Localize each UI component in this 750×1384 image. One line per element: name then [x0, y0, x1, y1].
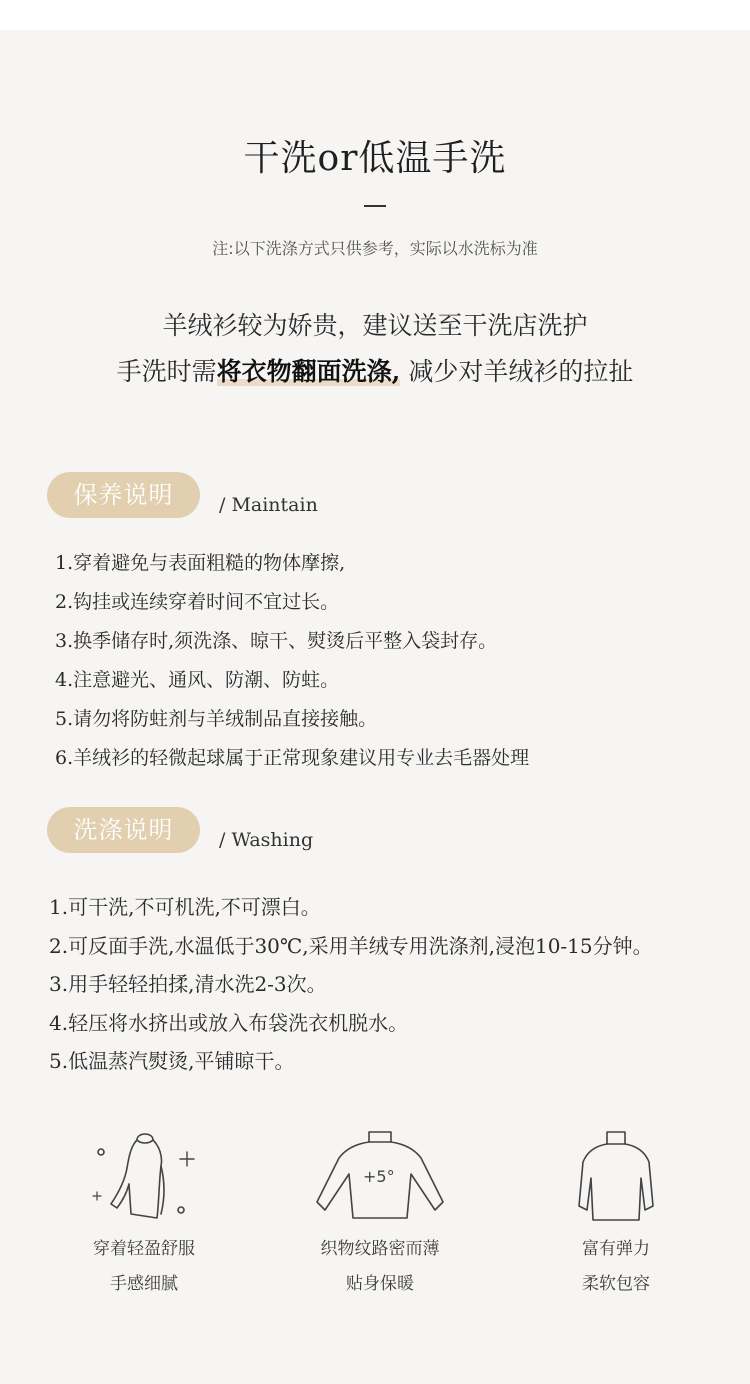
- list-item: 4.轻压将水挤出或放入布袋洗衣机脱水。: [49, 1010, 409, 1035]
- feature-line-2: 柔软包容: [582, 1274, 650, 1294]
- sweater-warm-icon: [305, 1122, 455, 1232]
- list-item: 5.低温蒸汽熨烫,平铺晾干。: [49, 1049, 295, 1073]
- list-item: 5.请勿将防蛀剂与羊绒制品直接接触。: [55, 708, 378, 730]
- feature-elastic: [516, 1122, 716, 1302]
- lead-line-2-suffix: 减少对羊绒衫的拉扯: [400, 357, 634, 386]
- disclaimer-note: 注:以下洗涤方式只供参考，实际以水洗标为准: [212, 239, 538, 258]
- lead-highlight: 将衣物翻面洗涤,: [216, 357, 401, 386]
- lead-line-2: [0, 352, 750, 388]
- washing-subtitle: / Washing: [219, 829, 314, 851]
- feature-line-2: 手感细腻: [110, 1274, 178, 1294]
- feature-line-1: 织物纹路密而薄: [320, 1239, 440, 1259]
- washing-list: [49, 888, 653, 1081]
- list-item: 4.注意避光、通风、防潮、防蛀。: [55, 669, 340, 691]
- list-item: 2.钩挂或连续穿着时间不宜过长。: [55, 591, 340, 613]
- list-item: 3.用手轻轻拍揉,清水洗2-3次。: [49, 972, 327, 996]
- list-item: 3.换季储存时,须洗涤、晾干、熨烫后平整入袋封存。: [55, 630, 498, 652]
- lead-line-1: 羊绒衫较为娇贵，建议送至干洗店洗护: [162, 311, 588, 340]
- title-divider: [364, 205, 386, 207]
- feature-warm: [280, 1122, 480, 1302]
- sweater-sparkle-icon: [79, 1122, 209, 1232]
- page-title: 干洗or低温手洗: [243, 138, 507, 179]
- feature-line-1: 穿着轻盈舒服: [93, 1239, 195, 1259]
- sweater-elastic-icon: [561, 1122, 671, 1232]
- list-item: 2.可反面手洗,水温低于30℃,采用羊绒专用洗涤剂,浸泡10-15分钟。: [49, 933, 653, 958]
- care-instructions-panel: [0, 30, 750, 1384]
- feature-line-2: 贴身保暖: [346, 1274, 414, 1294]
- lead-line-2-prefix: 手洗时需: [116, 357, 217, 386]
- list-item: 6.羊绒衫的轻微起球属于正常现象建议用专业去毛器处理: [55, 747, 530, 769]
- list-item: 1.可干洗,不可机洗,不可漂白。: [49, 895, 321, 919]
- feature-line-1: 富有弹力: [582, 1239, 650, 1259]
- maintain-list: [55, 544, 529, 778]
- maintain-badge: 保养说明: [47, 472, 200, 518]
- list-item: 1.穿着避免与表面粗糙的物体摩擦,: [55, 552, 346, 574]
- maintain-subtitle: / Maintain: [219, 494, 318, 516]
- washing-badge: 洗涤说明: [47, 807, 200, 853]
- temperature-label: +5°: [363, 1167, 395, 1186]
- feature-lightweight: [44, 1122, 244, 1302]
